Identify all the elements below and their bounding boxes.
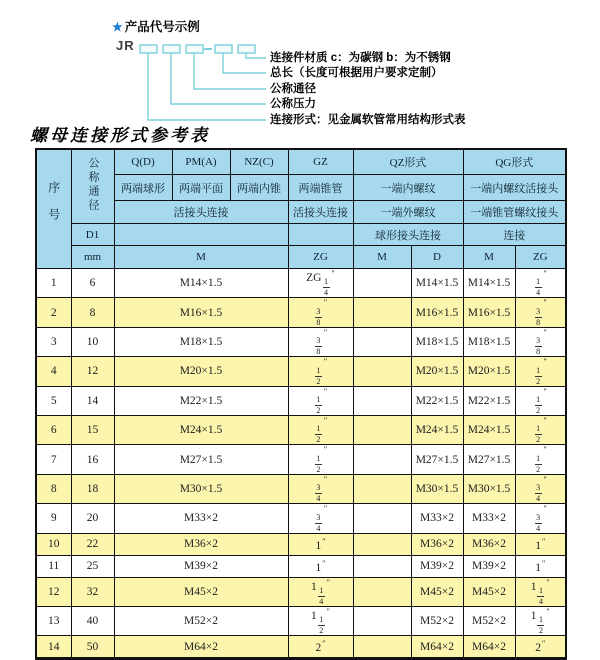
row-qg-zg: 1 $\frac{1}{2}$ ″: [515, 606, 566, 635]
row-qz-m: [353, 577, 411, 606]
row-zg: [288, 298, 353, 327]
row-qz-m: [353, 445, 411, 474]
header-external-thread: 一端外螺纹: [353, 201, 463, 224]
diagram-label-length: 总长（长度可根据用户要求定制）: [270, 67, 443, 79]
row-m: M45×2: [114, 577, 288, 606]
row-dn: 14: [71, 386, 114, 415]
row-m: M27×1.5: [114, 445, 288, 474]
row-qz-m: [353, 415, 411, 444]
fraction: $\frac{1}{4}$: [536, 277, 541, 298]
fraction: $\frac{1}{2}$: [316, 365, 321, 386]
row-m: M52×2: [114, 606, 288, 635]
row-qz-d: M36×2: [411, 533, 463, 555]
inch-mark: ″: [543, 327, 547, 337]
header-group-qd: Q(D): [114, 149, 172, 175]
inch-mark: ″: [543, 269, 547, 278]
inch-mark: ″: [541, 536, 546, 546]
inch-mark: ″: [323, 327, 328, 337]
inch-mark: ″: [331, 269, 335, 278]
row-seq: 13: [36, 606, 71, 635]
fraction: $\frac{1}{4}$: [324, 277, 328, 298]
inch-mark: ″: [541, 639, 546, 649]
table-row: [36, 577, 566, 606]
row-qz-d: M24×1.5: [411, 415, 463, 444]
star-icon: ★: [112, 20, 123, 34]
row-dn: 18: [71, 474, 114, 503]
row-qz-m: [353, 606, 411, 635]
table-row: [36, 327, 566, 356]
table-title: 螺母连接形式参考表: [30, 126, 210, 146]
inch-mark: ″: [323, 504, 328, 514]
fraction: $\frac{3}{4}$: [316, 512, 321, 533]
table-row: [36, 606, 566, 635]
row-seq: 2: [36, 298, 71, 327]
header-dn-text: 公称通径: [87, 157, 99, 213]
fraction: $\frac{3}{4}$: [536, 512, 541, 533]
table-row: [36, 474, 566, 503]
row-qz-d: M22×1.5: [411, 386, 463, 415]
table-row: [36, 357, 566, 386]
row-qz-d: M33×2: [411, 504, 463, 533]
header-group-gz: GZ: [288, 149, 353, 175]
fraction: $\frac{1}{2}$: [536, 424, 541, 445]
table-row: [36, 555, 566, 577]
table-row: [36, 298, 566, 327]
table-row: [36, 445, 566, 474]
row-qz-d: M45×2: [411, 577, 463, 606]
row-m: M39×2: [114, 555, 288, 577]
row-qz-m: [353, 298, 411, 327]
header-ball-joint-connection: 球形接头连接: [353, 224, 463, 246]
row-zg: ZG $\frac{1}{4}$ ″: [288, 269, 353, 298]
row-dn: 15: [71, 415, 114, 444]
inch-mark: ″: [543, 445, 547, 455]
inch-mark: ″: [543, 415, 547, 425]
header-qz-m: M: [353, 246, 411, 269]
header-thread-m: M: [114, 246, 288, 269]
table-row: [36, 636, 566, 659]
header-taper-thread-joint: 一端锥管螺纹接头: [463, 201, 566, 224]
code-boxes: [140, 45, 255, 53]
inch-mark: ″: [543, 504, 547, 514]
row-qz-m: [353, 504, 411, 533]
row-qg-m: M52×2: [463, 606, 515, 635]
diagram-label-pressure: 公称压力: [270, 98, 316, 110]
row-seq: 4: [36, 357, 71, 386]
code-box: [140, 45, 157, 53]
row-zg: 1 $\frac{1}{2}$ ″: [288, 606, 353, 635]
row-qg-m: M33×2: [463, 504, 515, 533]
diagram-label-material: 连接件材质 c：为碳钢 b：为不锈钢: [270, 52, 451, 64]
header-thread-zg: ZG: [288, 246, 353, 269]
row-qz-d: M64×2: [411, 636, 463, 659]
row-zg: [288, 445, 353, 474]
fraction: $\frac{1}{2}$: [536, 394, 541, 415]
inch-mark: ″: [541, 558, 546, 568]
row-qz-d: M30×1.5: [411, 474, 463, 503]
inch-mark: ″: [326, 606, 331, 616]
row-qg-zg: [515, 445, 566, 474]
fraction: $\frac{1}{2}$: [538, 615, 543, 636]
row-seq: 7: [36, 445, 71, 474]
row-qz-m: [353, 474, 411, 503]
row-qg-zg: 1 $\frac{1}{4}$ ″: [515, 577, 566, 606]
row-dn: 25: [71, 555, 114, 577]
row-seq: 10: [36, 533, 71, 555]
row-qg-zg: 2″: [515, 636, 566, 659]
header-seq-text: 序号: [46, 180, 61, 235]
row-qg-m: M16×1.5: [463, 298, 515, 327]
row-qz-m: [353, 555, 411, 577]
header-sub-qd: 两端球形: [114, 175, 172, 201]
row-dn: 50: [71, 636, 114, 659]
row-qz-d: M27×1.5: [411, 445, 463, 474]
row-qg-zg: [515, 386, 566, 415]
table-row: [36, 269, 566, 298]
row-qg-zg: [515, 415, 566, 444]
inch-mark: ″: [543, 386, 547, 396]
row-m: M64×2: [114, 636, 288, 659]
row-m: M20×1.5: [114, 357, 288, 386]
inch-mark: ″: [322, 639, 326, 649]
code-box: [238, 45, 255, 53]
inch-mark: ″: [322, 558, 326, 568]
row-qg-zg: [515, 474, 566, 503]
row-qg-zg: [515, 357, 566, 386]
fraction: $\frac{3}{4}$: [316, 483, 321, 504]
row-dn: 12: [71, 357, 114, 386]
header-seq: [36, 149, 71, 269]
row-qg-zg: 1″: [515, 533, 566, 555]
row-qg-m: M18×1.5: [463, 327, 515, 356]
row-dn: 8: [71, 298, 114, 327]
header-sub-nz: 两端内锥: [230, 175, 288, 201]
row-qz-m: [353, 269, 411, 298]
row-qg-m: M20×1.5: [463, 357, 515, 386]
row-qg-m: M64×2: [463, 636, 515, 659]
table-row: [36, 533, 566, 555]
header-mm: mm: [71, 246, 114, 269]
row-dn: 10: [71, 327, 114, 356]
inch-mark: ″: [546, 577, 550, 587]
header-sub-pm: 两端平面: [172, 175, 230, 201]
inch-mark: ″: [323, 445, 328, 455]
row-dn: 40: [71, 606, 114, 635]
header-group-pm: PM(A): [172, 149, 230, 175]
row-qz-d: M14×1.5: [411, 269, 463, 298]
row-zg: [288, 357, 353, 386]
table-row: [36, 386, 566, 415]
row-zg: [288, 327, 353, 356]
row-qz-m: [353, 636, 411, 659]
fraction: $\frac{1}{2}$: [316, 394, 321, 415]
fraction: $\frac{1}{2}$: [536, 453, 541, 474]
row-qg-m: M27×1.5: [463, 445, 515, 474]
row-zg: 1″: [288, 555, 353, 577]
header-group-nz: NZ(C): [230, 149, 288, 175]
row-zg: [288, 415, 353, 444]
row-qg-m: M24×1.5: [463, 415, 515, 444]
fraction: $\frac{1}{4}$: [319, 585, 324, 606]
row-qz-m: [353, 386, 411, 415]
fraction: $\frac{1}{2}$: [316, 453, 321, 474]
inch-mark: ″: [323, 415, 328, 425]
row-m: M30×1.5: [114, 474, 288, 503]
row-m: M18×1.5: [114, 327, 288, 356]
row-seq: 5: [36, 386, 71, 415]
product-code-prefix: JR: [116, 38, 135, 53]
fraction: $\frac{1}{2}$: [536, 365, 541, 386]
row-qz-m: [353, 533, 411, 555]
row-qg-zg: [515, 327, 566, 356]
row-qg-m: M30×1.5: [463, 474, 515, 503]
code-box: [186, 45, 203, 53]
row-seq: 1: [36, 269, 71, 298]
diagram-label-connection: 连接形式：见金属软管常用结构形式表: [270, 114, 466, 126]
code-box: [163, 45, 180, 53]
leader-lines: [148, 53, 266, 120]
row-zg: [288, 504, 353, 533]
row-qz-m: [353, 327, 411, 356]
inch-mark: ″: [326, 577, 331, 587]
header-qg-m: M: [463, 246, 515, 269]
diagram-label-diameter: 公称通径: [270, 83, 316, 95]
fraction: $\frac{3}{8}$: [536, 336, 541, 357]
row-qg-m: M39×2: [463, 555, 515, 577]
row-m: M22×1.5: [114, 386, 288, 415]
fraction: $\frac{1}{2}$: [319, 615, 324, 636]
row-m: M24×1.5: [114, 415, 288, 444]
row-qg-m: M45×2: [463, 577, 515, 606]
row-m: M36×2: [114, 533, 288, 555]
inch-mark: ″: [543, 298, 547, 308]
table-body: [36, 269, 566, 659]
row-m: M33×2: [114, 504, 288, 533]
row-zg: 1″: [288, 533, 353, 555]
row-qg-m: M14×1.5: [463, 269, 515, 298]
row-qg-zg: [515, 504, 566, 533]
header-qz-d: D: [411, 246, 463, 269]
row-dn: 6: [71, 269, 114, 298]
inch-mark: ″: [323, 474, 328, 484]
row-qz-d: M16×1.5: [411, 298, 463, 327]
header-union-connection-gz: 活接头连接: [288, 201, 353, 224]
row-qg-m: M36×2: [463, 533, 515, 555]
inch-mark: ″: [323, 298, 328, 308]
fraction: $\frac{3}{8}$: [316, 336, 321, 357]
row-qg-m: M22×1.5: [463, 386, 515, 415]
diagram-heading-text: 产品代号示例: [124, 20, 200, 34]
header-sub-qz: 一端内螺纹: [353, 175, 463, 201]
inch-mark: ″: [322, 536, 326, 546]
header-empty-cell: [114, 224, 288, 246]
fraction: $\frac{1}{4}$: [538, 585, 543, 606]
header-union-connection: 活接头连接: [114, 201, 288, 224]
row-qz-d: M52×2: [411, 606, 463, 635]
row-qz-d: M39×2: [411, 555, 463, 577]
header-sub-gz: 两端锥管: [288, 175, 353, 201]
row-seq: 11: [36, 555, 71, 577]
row-qz-m: [353, 357, 411, 386]
row-m: M16×1.5: [114, 298, 288, 327]
header-d1: D1: [71, 224, 114, 246]
header-empty-cell: [288, 224, 353, 246]
row-dn: 32: [71, 577, 114, 606]
row-seq: 14: [36, 636, 71, 659]
header-qg-zg: ZG: [515, 246, 566, 269]
row-zg: 1 $\frac{1}{4}$ ″: [288, 577, 353, 606]
fraction: $\frac{3}{4}$: [536, 483, 541, 504]
row-seq: 6: [36, 415, 71, 444]
row-seq: 12: [36, 577, 71, 606]
row-qz-d: M20×1.5: [411, 357, 463, 386]
inch-mark: ″: [546, 606, 550, 616]
header-sub-qg: 一端内螺纹活接头: [463, 175, 566, 201]
fraction: $\frac{3}{8}$: [536, 306, 541, 327]
inch-mark: ″: [323, 357, 328, 367]
row-qg-zg: [515, 298, 566, 327]
row-m: M14×1.5: [114, 269, 288, 298]
fraction: $\frac{1}{2}$: [316, 424, 321, 445]
row-dn: 22: [71, 533, 114, 555]
row-zg: [288, 474, 353, 503]
row-seq: 3: [36, 327, 71, 356]
row-qz-d: M18×1.5: [411, 327, 463, 356]
fraction: $\frac{3}{8}$: [316, 306, 321, 327]
row-seq: 9: [36, 504, 71, 533]
table-row: [36, 415, 566, 444]
inch-mark: ″: [323, 386, 328, 396]
header-dn: [71, 149, 114, 224]
table-row: [36, 504, 566, 533]
nut-connection-reference-table: [35, 148, 567, 660]
row-dn: 16: [71, 445, 114, 474]
header-group-qz: QZ形式: [353, 149, 463, 175]
row-zg: 2″: [288, 636, 353, 659]
row-seq: 8: [36, 474, 71, 503]
header-connection: 连接: [463, 224, 566, 246]
row-dn: 20: [71, 504, 114, 533]
header-group-qg: QG形式: [463, 149, 566, 175]
row-qg-zg: [515, 269, 566, 298]
row-zg: [288, 386, 353, 415]
row-qg-zg: 1″: [515, 555, 566, 577]
code-box: [215, 45, 232, 53]
inch-mark: ″: [543, 474, 547, 484]
inch-mark: ″: [543, 357, 547, 367]
